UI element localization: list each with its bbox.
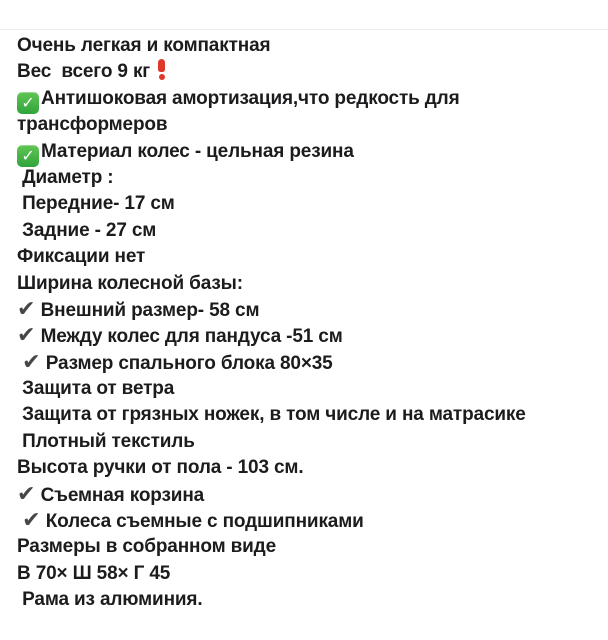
text-segment: Очень легкая и компактная [17, 35, 271, 56]
text-line [17, 165, 604, 191]
text-line [17, 561, 604, 587]
text-line [17, 33, 604, 59]
text-line [17, 455, 604, 481]
text-line [17, 402, 604, 428]
text-line [17, 482, 604, 508]
text-line [17, 376, 604, 402]
text-line [17, 112, 604, 138]
gray-check-icon: ✔ [17, 296, 36, 322]
text-segment: Внешний размер- 58 см [35, 299, 260, 321]
text-segment: Передние- 17 см [17, 193, 175, 215]
text-line [17, 587, 604, 613]
text-segment: Размер спального блока 80×35 [40, 352, 333, 374]
text-segment: Задние - 27 см [17, 219, 157, 241]
green-check-icon: ✓ [17, 92, 39, 114]
gray-check-icon: ✔ [17, 481, 36, 507]
description-text [17, 33, 604, 614]
text-line [17, 86, 604, 112]
text-line [17, 429, 604, 455]
text-segment: Вес всего 9 кг [17, 61, 156, 83]
text-segment: Между колес для пандуса -51 см [35, 326, 343, 348]
text-line [17, 218, 604, 244]
text-segment: Антишоковая амортизация,что редкость для [41, 87, 460, 109]
text-line [17, 323, 604, 349]
text-segment: Размеры в собранном виде [17, 536, 276, 558]
text-segment: Плотный текстиль [17, 430, 195, 452]
text-line [17, 59, 604, 85]
text-line [17, 534, 604, 560]
text-segment: Диаметр : [17, 166, 114, 188]
text-line [17, 191, 604, 217]
text-segment: Защита от грязных ножек, в том числе и на матрасике [17, 404, 526, 426]
text-segment: Высота ручки от пола - 103 см. [17, 457, 304, 479]
green-check-icon: ✓ [17, 145, 39, 167]
text-segment: Материал колес - цельная резина [41, 140, 354, 162]
text-line [17, 297, 604, 323]
text-line [17, 350, 604, 376]
text-line [17, 508, 604, 534]
red-exclamation-icon [157, 59, 166, 80]
gray-check-icon: ✔ [22, 508, 41, 534]
text-segment: Колеса съемные с подшипниками [40, 511, 364, 533]
gray-check-icon: ✔ [17, 323, 36, 349]
text-segment: Защита от ветра [17, 378, 175, 400]
text-segment: В 70× Ш 58× Г 45 [17, 562, 171, 584]
text-line [17, 244, 604, 270]
gray-check-icon: ✔ [22, 349, 41, 375]
text-segment: Рама из алюминия. [17, 589, 203, 611]
text-line [17, 139, 604, 165]
text-segment: трансформеров [17, 114, 168, 136]
top-divider [0, 29, 608, 30]
text-segment: Съемная корзина [35, 484, 205, 506]
text-line [17, 271, 604, 297]
text-segment: Фиксации нет [17, 246, 146, 268]
text-segment: Ширина колесной базы: [17, 272, 243, 294]
